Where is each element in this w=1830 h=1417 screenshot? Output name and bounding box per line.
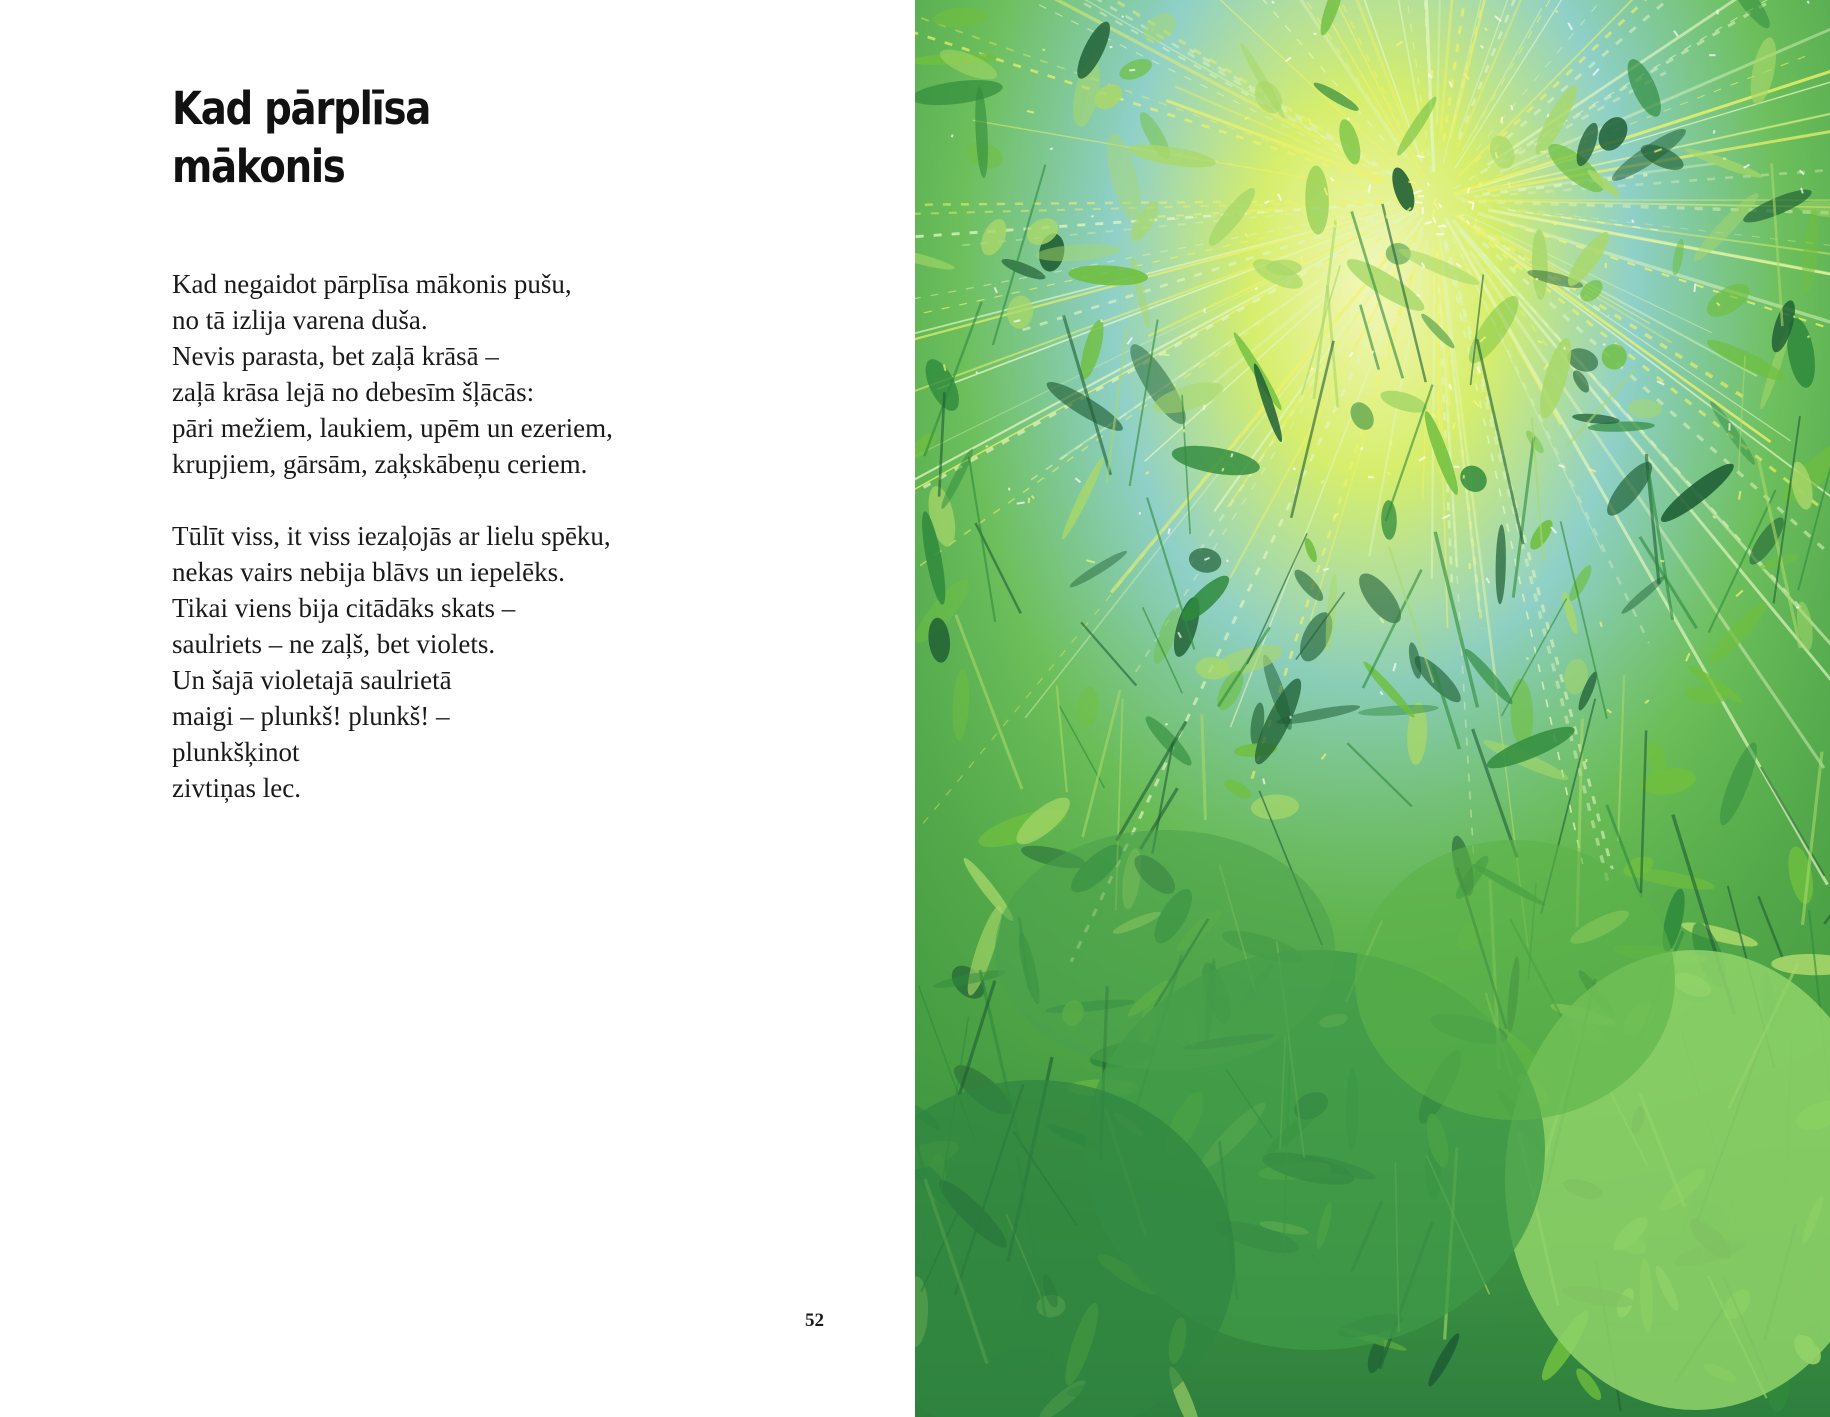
poem-title-line-2: mākonis (172, 140, 345, 193)
poem-line: Nevis parasta, bet zaļā krāsā – (172, 341, 499, 371)
poem-body (172, 266, 613, 842)
poem-title-line-1: Kad pārplīsa (172, 82, 431, 135)
poem-line: Tūlīt viss, it viss iezaļojās ar lielu spēku, (172, 521, 611, 551)
poem-line: Kad negaidot pārplīsa mākonis pušu, (172, 269, 572, 299)
foliage-illustration (915, 0, 1830, 1417)
poem-title (172, 80, 430, 196)
poem-line: Un šajā violetajā saulrietā (172, 665, 452, 695)
poem-line: maigi – plunkš! plunkš! – (172, 701, 450, 731)
poem-line: plunkšķinot (172, 737, 300, 767)
poem-line: pāri mežiem, laukiem, upēm un ezeriem, (172, 413, 613, 443)
poem-line: nekas vairs nebija blāvs un iepelēks. (172, 557, 565, 587)
stanza-2 (172, 518, 613, 806)
illustration-page (915, 0, 1830, 1417)
poem-line: zaļā krāsa lejā no debesīm šļācās: (172, 377, 535, 407)
stanza-1 (172, 266, 613, 482)
poem-line: zivtiņas lec. (172, 773, 301, 803)
poem-line: Tikai viens bija citādāks skats – (172, 593, 516, 623)
poem-line: no tā izlija varena duša. (172, 305, 428, 335)
poem-line: krupjiem, gārsām, zaķskābeņu ceriem. (172, 449, 588, 479)
page-number: 52 (805, 1310, 824, 1331)
poem-line: saulriets – ne zaļš, bet violets. (172, 629, 496, 659)
